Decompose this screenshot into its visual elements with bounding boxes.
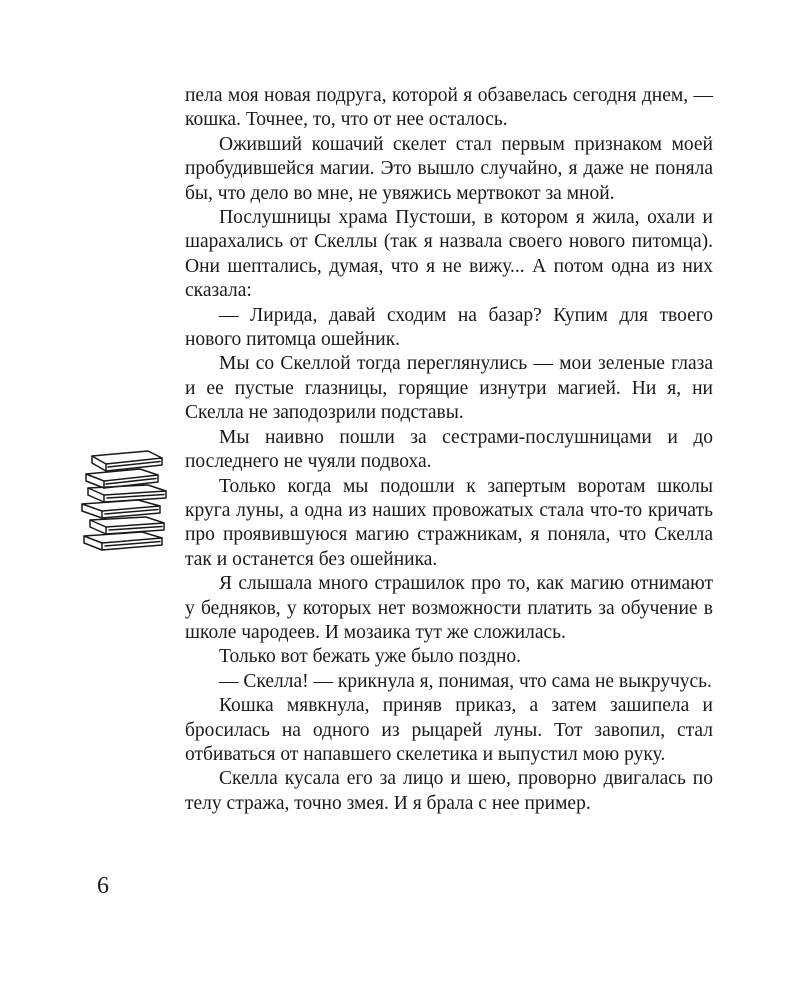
- paragraph: Только вот бежать уже было поздно.: [219, 646, 522, 668]
- body-text: [185, 84, 713, 816]
- book-icon: [90, 517, 164, 534]
- paragraph: Я слышала много страшилок про то, как магию отнимают у бедняков, у которых нет возможности платить за обучение в школе чародеев. И мозаика тут же сложилась.: [185, 573, 713, 643]
- book-icon: [88, 485, 166, 502]
- paragraph: Мы наивно пошли за сестрами-послушницами и до последнего не чуяли подвоха.: [185, 426, 713, 473]
- paragraph: пела моя новая подруга, которой я обзавелась сегодня днем, — кошка. Точнее, то, что от нее осталось.: [185, 85, 713, 131]
- paragraph: Оживший кошачий скелет стал первым признаком моей пробудившейся магии. Это вышло случайно, я даже не поняла бы, что дело во мне, не увяжись мертвокот за мной.: [185, 133, 713, 204]
- paragraph: Мы со Скеллой тогда переглянулись — мои зеленые глаза и ее пустые глазницы, горящие изнутри магией. Ни я, ни Скелла не заподозрили подставы.: [185, 353, 713, 424]
- book-stack-icon: [78, 448, 170, 552]
- paragraph: — Скелла! — крикнула я, понимая, что сама не выкручусь.: [219, 670, 712, 692]
- paragraph: — Лирида, давай сходим на базар? Купим для твоего нового питомца ошейник.: [185, 304, 713, 351]
- page-number: 6: [97, 873, 109, 899]
- book-icon: [92, 451, 162, 471]
- book-icon: [82, 500, 160, 518]
- paragraph: Только когда мы подошли к запертым воротам школы круга луны, а одна из наших провожатых стала что-то кричать про проявившуюся магию стражникам, я поняла, что Скелла так и останется без ошейника.: [185, 475, 713, 570]
- paragraph: Скелла кусала его за лицо и шею, проворно двигалась по телу стража, точно змея. И я брала с нее пример.: [185, 768, 713, 814]
- paragraph: Послушницы храма Пустоши, в котором я жила, охали и шарахались от Скеллы (так я назвала своего нового питомца). Они шептались, думая, что я не вижу... А потом одна из них сказала:: [185, 207, 713, 302]
- book-icon: [84, 532, 162, 550]
- paragraph: Кошка мявкнула, приняв приказ, а затем зашипела и бросилась на одного из рыцарей луны. Тот завопил, стал отбиваться от напавшего скелетика и выпустил мою руку.: [185, 695, 713, 765]
